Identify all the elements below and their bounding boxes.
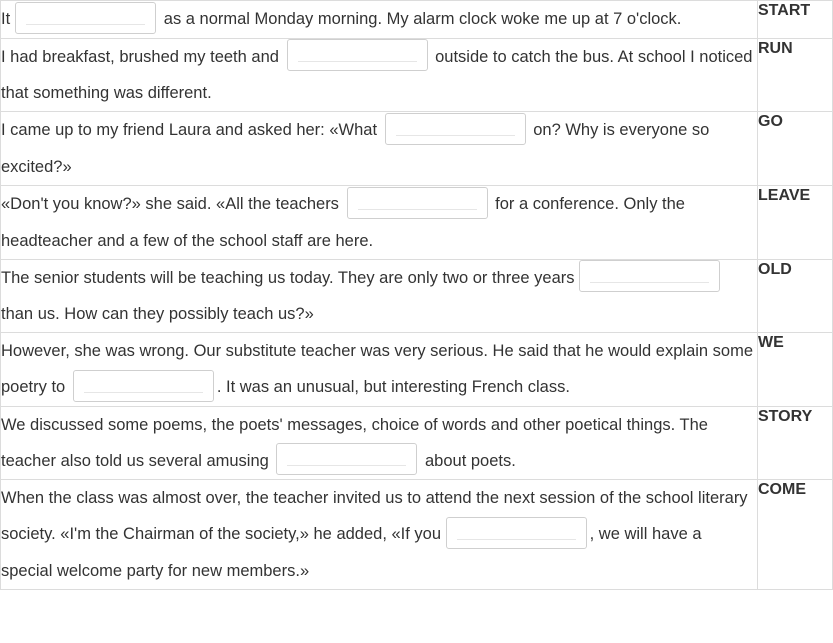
answer-input-4[interactable] [348,191,487,221]
sentence-text-after: . It was an unusual, but interesting French class. [216,378,570,397]
prompt-word-old: OLD [758,259,833,333]
exercise-row [1,333,833,407]
prompt-word-leave: LEAVE [758,185,833,259]
answer-input-5[interactable] [580,265,719,295]
prompt-word-run: RUN [758,38,833,112]
prompt-word-start: START [758,1,833,39]
sentence-cell [1,480,758,590]
sentence-text-before: However, she was wrong. Our substitute teacher was very serious. He said that he would explain some poetry to [1,342,754,397]
sentence-text-before: It [1,10,11,28]
answer-input-8[interactable] [447,522,586,552]
exercise-row [1,259,833,333]
sentence-text-after: on? Why is everyone so excited?» [1,121,710,176]
answer-input-3[interactable] [386,117,525,147]
prompt-word-story: STORY [758,406,833,480]
exercise-row [1,406,833,480]
sentence-text-before: I came up to my friend Laura and asked her: «What [1,121,378,140]
sentence-cell [1,259,758,333]
answer-input-7[interactable] [277,448,416,478]
answer-gap-4[interactable] [347,187,488,219]
sentence-text-after: about poets. [425,451,516,470]
sentence-cell [1,333,758,407]
answer-gap-2[interactable] [287,39,428,71]
sentence-text-before: «Don't you know?» she said. «All the teachers [1,194,339,213]
sentence-text-before: I had breakfast, brushed my teeth and [1,47,279,66]
answer-gap-8[interactable] [446,517,587,549]
answer-gap-1[interactable] [15,2,156,34]
sentence-text-after: as a normal Monday morning. My alarm clock woke me up at 7 o'clock. [163,10,682,28]
exercise-row [1,38,833,112]
sentence-cell [1,1,758,39]
answer-input-6[interactable] [74,374,213,404]
answer-input-1[interactable] [16,6,155,36]
answer-gap-7[interactable] [276,443,417,475]
answer-gap-6[interactable] [73,370,214,402]
answer-gap-5[interactable] [579,260,720,292]
sentence-text-after: than us. How can they possibly teach us?» [1,305,314,324]
sentence-text-after: outside to catch the bus. At school I noticed that something was different. [1,47,753,103]
exercise-row [1,112,833,186]
sentence-text-after: , we will have a special welcome party for new members.» [1,525,702,581]
answer-input-2[interactable] [288,44,427,74]
sentence-text-before: The senior students will be teaching us today. They are only two or three years [1,268,575,287]
sentence-cell [1,185,758,259]
sentence-text-after: for a conference. Only the headteacher and a few of the school staff are here. [1,194,685,250]
exercise-row [1,185,833,259]
sentence-cell [1,38,758,112]
prompt-word-we: WE [758,333,833,407]
answer-gap-3[interactable] [385,113,526,145]
exercise-row [1,480,833,590]
prompt-word-go: GO [758,112,833,186]
sentence-cell [1,112,758,186]
sentence-cell [1,406,758,480]
prompt-word-come: COME [758,480,833,590]
exercise-row [1,1,833,39]
sentence-text-before: When the class was almost over, the teacher invited us to attend the next session of the school literary society. «I'm the Chairman of the society,» he added, «If you [1,489,748,544]
sentence-text-before: We discussed some poems, the poets' messages, choice of words and other poetical things. The teacher also told us several amusing [1,415,708,470]
